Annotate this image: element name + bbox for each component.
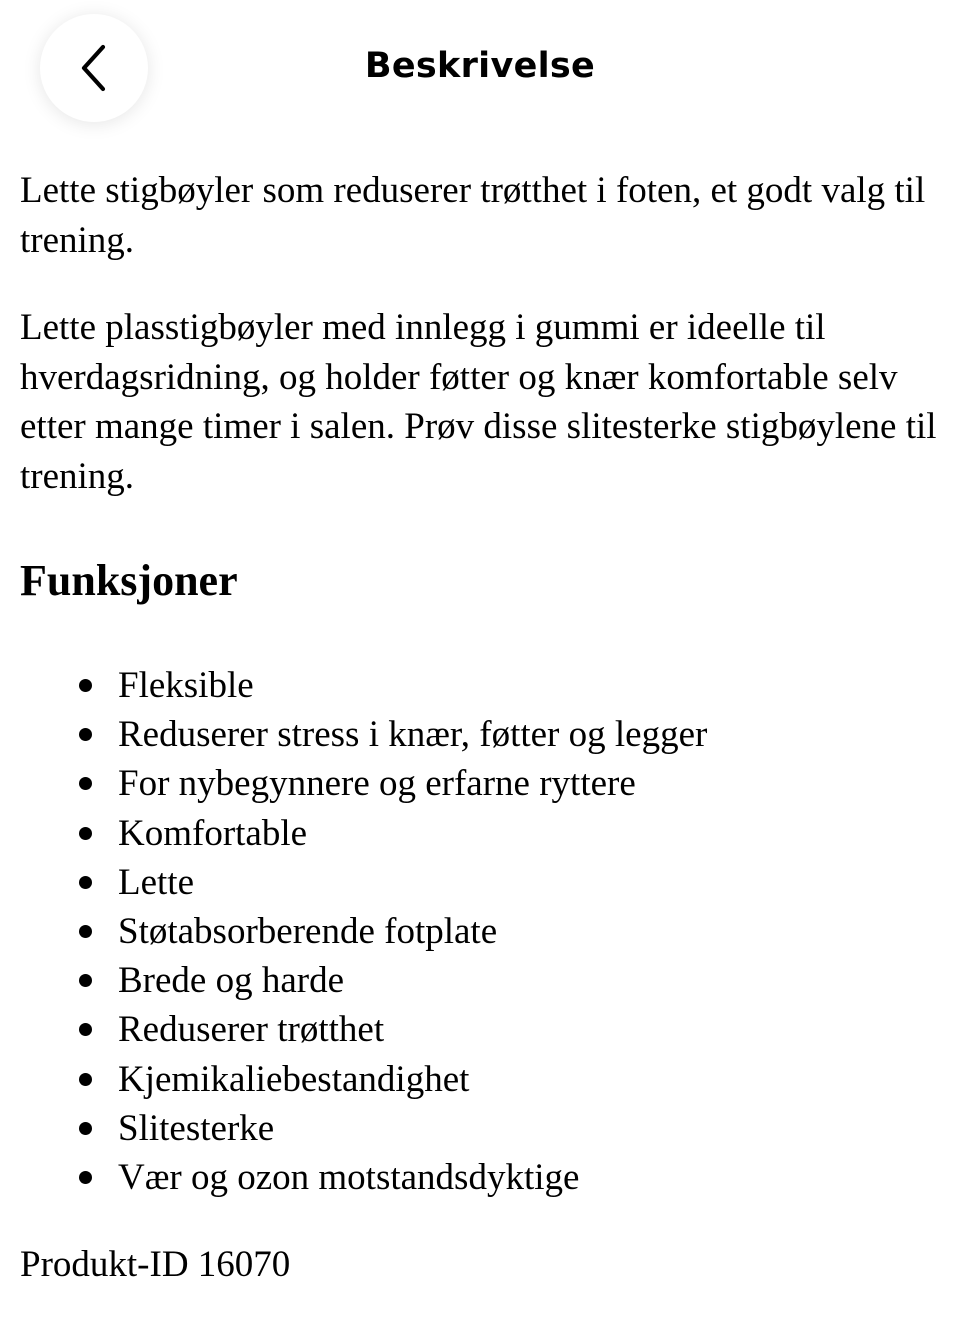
bullet-icon	[79, 1122, 92, 1135]
feature-list-item	[20, 1104, 940, 1153]
bullet-icon	[79, 728, 92, 741]
bullet-icon	[79, 679, 92, 692]
feature-text: Slitesterke	[118, 1107, 275, 1149]
bullet-icon	[79, 1023, 92, 1036]
features-heading: Funksjoner	[20, 556, 238, 605]
feature-list-item	[20, 1153, 940, 1202]
feature-text: Vær og ozon motstandsdyktige	[118, 1156, 580, 1198]
feature-list-item	[20, 710, 940, 759]
feature-list-item	[20, 809, 940, 858]
bullet-icon	[79, 925, 92, 938]
feature-list-item	[20, 661, 940, 710]
description-paragraph-2: Lette plasstigbøyler med innlegg i gummi er ideelle til hverdagsridning, og holder føtter og knær komfortable selv etter mange timer i salen. Prøv disse slitesterke stigbøylene til trening.	[20, 307, 937, 497]
page-title: Beskrivelse	[364, 46, 596, 86]
feature-list-item	[20, 858, 940, 907]
feature-list-item	[20, 1005, 940, 1054]
bullet-icon	[79, 876, 92, 889]
feature-text: Kjemikaliebestandighet	[118, 1058, 470, 1100]
feature-list-item	[20, 759, 940, 808]
feature-text: Lette	[118, 861, 195, 903]
feature-text: Reduserer stress i knær, føtter og legger	[118, 714, 708, 756]
description-paragraph-1: Lette stigbøyler som reduserer trøtthet i foten, et godt valg til trening.	[20, 170, 926, 261]
bullet-icon	[79, 1171, 92, 1184]
description-content	[20, 166, 940, 1290]
feature-text: Brede og harde	[118, 960, 345, 1002]
feature-list-item	[20, 907, 940, 956]
feature-text: Støtabsorberende fotplate	[118, 910, 498, 952]
product-id: Produkt-ID 16070	[20, 1244, 291, 1286]
feature-text: Komfortable	[118, 812, 308, 854]
feature-text: Reduserer trøtthet	[118, 1009, 385, 1051]
header-bar	[0, 0, 960, 135]
feature-list-item	[20, 1055, 940, 1104]
bullet-icon	[79, 1073, 92, 1086]
feature-text: Fleksible	[118, 665, 254, 706]
bullet-icon	[79, 827, 92, 840]
feature-list-item	[20, 956, 940, 1005]
bullet-icon	[79, 974, 92, 987]
bullet-icon	[79, 777, 92, 790]
features-list	[20, 661, 940, 1202]
feature-text: For nybegynnere og erfarne ryttere	[118, 763, 636, 805]
